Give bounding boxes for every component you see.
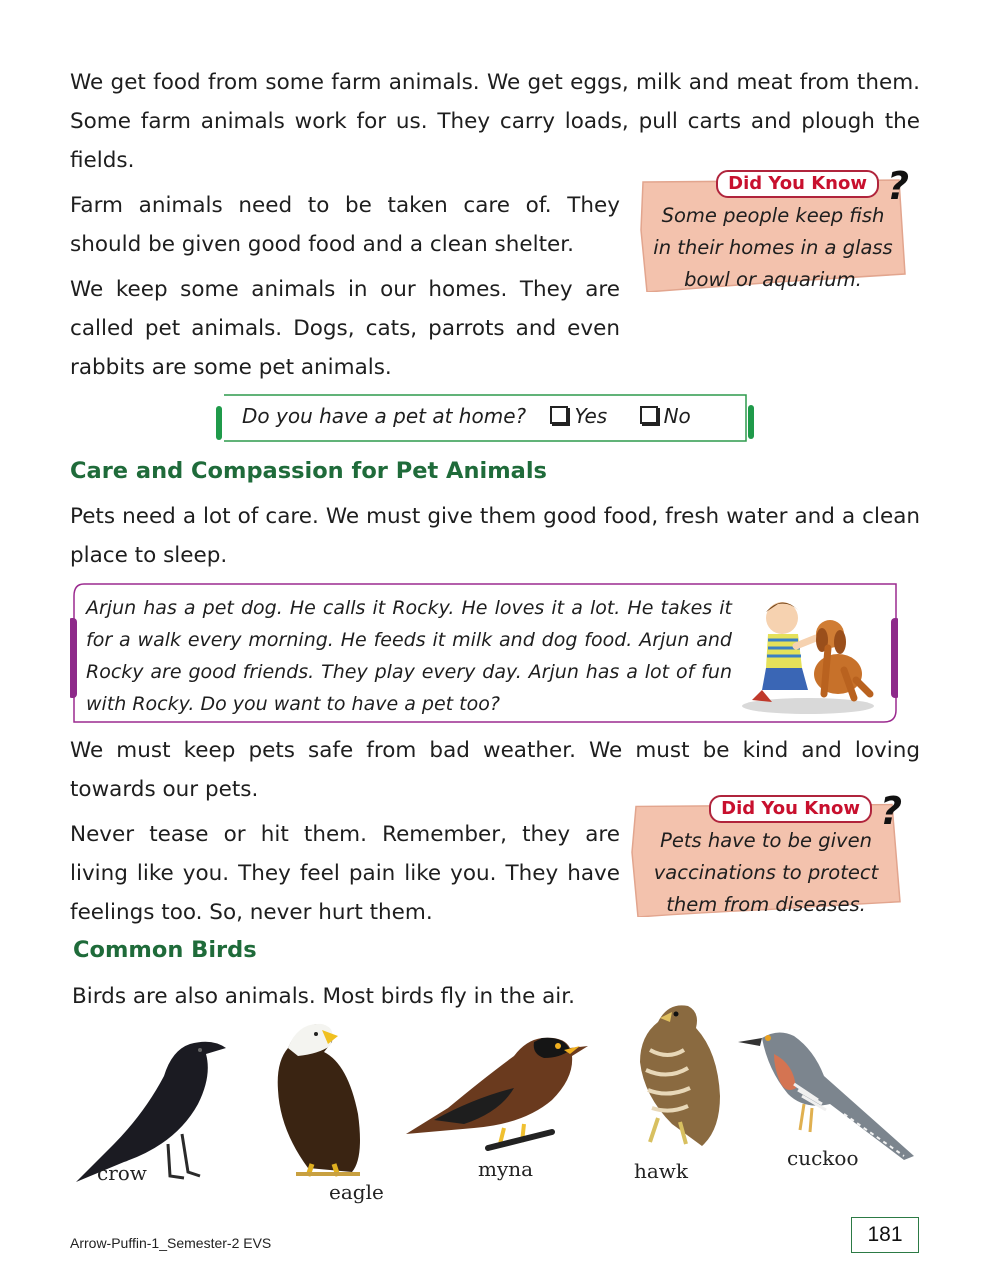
did-you-know-box-vaccinations bbox=[630, 789, 902, 917]
did-you-know-title: Did You Know bbox=[709, 795, 872, 823]
did-you-know-box-fish bbox=[637, 164, 909, 292]
yes-checkbox[interactable] bbox=[550, 406, 568, 424]
myna-image bbox=[404, 1028, 594, 1158]
crow-label: crow bbox=[97, 1161, 147, 1185]
crow-image bbox=[72, 1024, 232, 1184]
cuckoo-label: cuckoo bbox=[787, 1146, 859, 1170]
paragraph-pet-safety: We must keep pets safe from bad weather. We must be kind and loving towards our pets. bbox=[70, 738, 920, 802]
hawk-label: hawk bbox=[634, 1159, 689, 1183]
question-mark-icon: ? bbox=[879, 789, 902, 833]
eagle-label: eagle bbox=[329, 1180, 384, 1204]
no-label: No bbox=[663, 404, 691, 428]
paragraph-pet-animals: We keep some animals in our homes. They are called pet animals. Dogs, cats, parrots and even rabbits are some pet animals. bbox=[70, 277, 620, 380]
heading-common-birds: Common Birds bbox=[73, 937, 257, 963]
no-option[interactable] bbox=[640, 404, 691, 428]
page-number: 181 bbox=[851, 1217, 919, 1253]
eagle-image bbox=[268, 1018, 378, 1178]
paragraph-farm-food: We get food from some farm animals. We get eggs, milk and meat from them. Some farm animals work for us. They carry loads, pull carts and plough the fields. bbox=[70, 70, 920, 173]
cuckoo-image bbox=[734, 1024, 924, 1164]
did-you-know-title: Did You Know bbox=[716, 170, 879, 198]
did-you-know-text: Some people keep fish in their homes in a glass bowl or aquarium. bbox=[653, 204, 893, 291]
story-box bbox=[70, 582, 898, 724]
hawk-image bbox=[628, 1000, 728, 1150]
did-you-know-text: Pets have to be given vaccinations to protect them from diseases. bbox=[653, 829, 879, 916]
paragraph-never-tease: Never tease or hit them. Remember, they are living like you. They feel pain like you. They have feelings too. So, never hurt them. bbox=[70, 822, 620, 925]
footer-book-title: Arrow-Puffin-1_Semester-2 EVS bbox=[70, 1235, 272, 1251]
paragraph-pet-care: Pets need a lot of care. We must give them good food, fresh water and a clean place to sleep. bbox=[70, 504, 920, 568]
heading-care-compassion: Care and Compassion for Pet Animals bbox=[70, 458, 547, 484]
paragraph-farm-care: Farm animals need to be taken care of. They should be given good food and a clean shelter. bbox=[70, 193, 620, 257]
boy-with-dog-illustration bbox=[738, 590, 878, 716]
pet-question-box bbox=[216, 393, 754, 443]
no-checkbox[interactable] bbox=[640, 406, 658, 424]
pet-question-text: Do you have a pet at home? bbox=[242, 404, 527, 428]
myna-label: myna bbox=[478, 1157, 534, 1181]
question-mark-icon: ? bbox=[886, 164, 909, 208]
yes-label: Yes bbox=[574, 404, 608, 428]
pet-question bbox=[242, 404, 691, 428]
story-text: Arjun has a pet dog. He calls it Rocky. He loves it a lot. He takes it for a walk every morning. He feeds it milk and dog food. Arjun and Rocky are good friends. They play every day. Arjun has a lot of fun with Rocky. Do you want to have a pet too? bbox=[86, 597, 732, 715]
paragraph-birds: Birds are also animals. Most birds fly in the air. bbox=[72, 984, 575, 1009]
yes-option[interactable] bbox=[550, 404, 607, 428]
